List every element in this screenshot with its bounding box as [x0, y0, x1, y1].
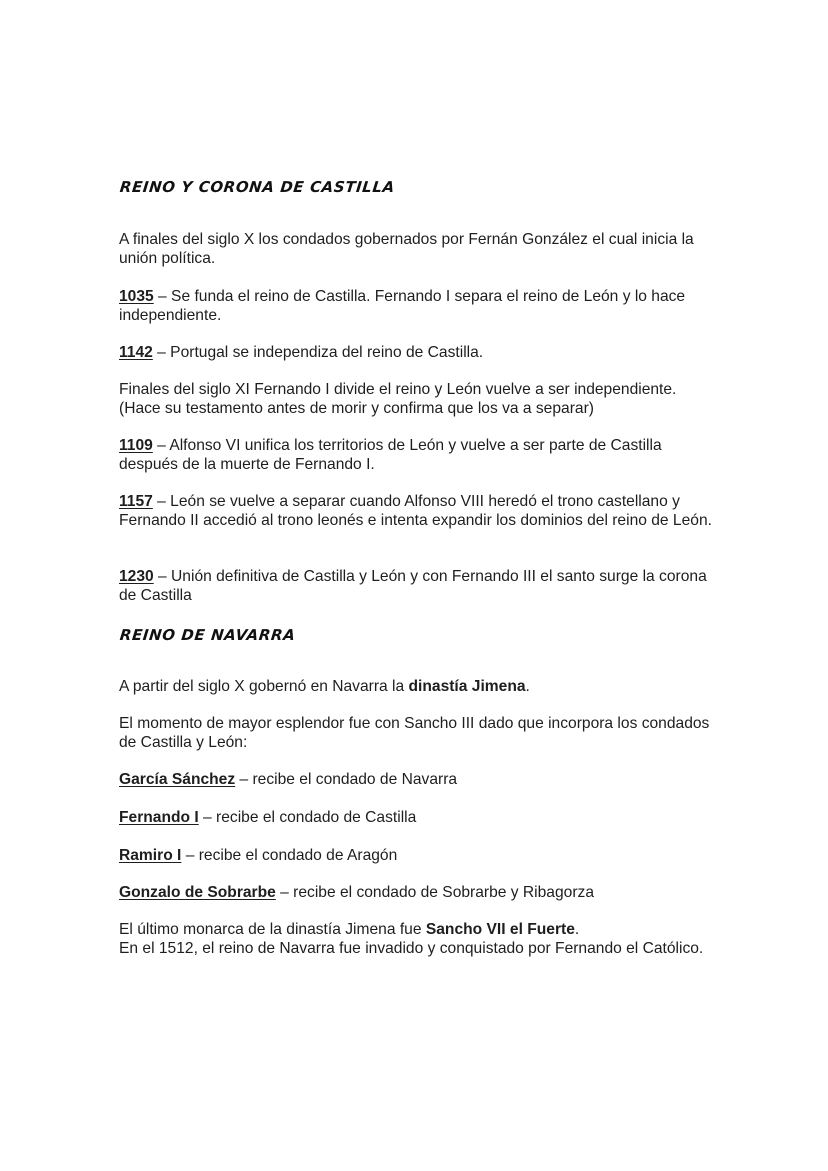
year-1035: 1035: [119, 288, 154, 305]
year-1142: 1142: [119, 344, 153, 361]
event-1230: [119, 567, 719, 605]
navarra-splendor: El momento de mayor esplendor fue con Sancho III dado que incorpora los condados de Castilla y León:: [119, 715, 710, 751]
heading-navarra: REINO DE NAVARRA: [119, 626, 297, 644]
heir-fernando-i: [119, 808, 719, 827]
heir-name: Fernando I: [119, 809, 199, 826]
heir-text: – recibe el condado de Navarra: [235, 771, 458, 788]
heir-text: – recibe el condado de Sobrarbe y Ribagorza: [275, 884, 594, 901]
year-1157: 1157: [119, 493, 153, 510]
last-monarch-post: .: [574, 921, 580, 938]
castilla-note: Finales del siglo XI Fernando I divide el reino y León vuelve a ser independiente. (Hace su testamento antes de morir y confirma que los va a separar): [119, 381, 677, 417]
navarra-intro-post: .: [525, 678, 530, 695]
sancho-vii: Sancho VII el Fuerte: [425, 921, 575, 938]
event-1035: [119, 287, 719, 325]
heir-name: Ramiro I: [119, 847, 182, 864]
heir-name: García Sánchez: [119, 771, 236, 788]
castilla-intro: A finales del siglo X los condados gobernados por Fernán González el cual inicia la unión política.: [119, 231, 694, 267]
event-1035-text: – Se funda el reino de Castilla. Fernando I separa el reino de León y lo hace independiente.: [119, 288, 686, 324]
navarra-last-monarch: [119, 920, 719, 939]
event-1230-text: – Unión definitiva de Castilla y León y con Fernando III el santo surge la corona de Castilla: [119, 568, 707, 604]
navarra-intro-pre: A partir del siglo X gobernó en Navarra la: [119, 678, 409, 695]
heir-gonzalo-de-sobrarbe: [119, 883, 719, 902]
last-monarch-pre: El último monarca de la dinastía Jimena fue: [119, 921, 426, 938]
event-1142: [119, 343, 719, 362]
event-1109-text: – Alfonso VI unifica los territorios de León y vuelve a ser parte de Castilla después de la muerte de Fernando I.: [119, 437, 662, 473]
navarra-conquest: En el 1512, el reino de Navarra fue invadido y conquistado por Fernando el Católico.: [119, 940, 704, 957]
year-1109: 1109: [119, 437, 153, 454]
dinastia-jimena: dinastía Jimena: [408, 678, 526, 695]
heir-garcia-sanchez: [119, 770, 719, 789]
navarra-intro: [119, 677, 719, 696]
year-1230: 1230: [119, 568, 154, 585]
heading-castilla: REINO Y CORONA DE CASTILLA: [119, 178, 396, 196]
event-1109: [119, 436, 719, 474]
heir-ramiro-i: [119, 846, 719, 865]
heir-text: – recibe el condado de Aragón: [181, 847, 398, 864]
event-1157-text: – León se vuelve a separar cuando Alfonso VIII heredó el trono castellano y Fernando II accedió al trono leonés e intenta expandir los dominios del reino de León.: [119, 493, 712, 529]
heir-text: – recibe el condado de Castilla: [198, 809, 417, 826]
heir-name: Gonzalo de Sobrarbe: [119, 884, 276, 901]
event-1142-text: – Portugal se independiza del reino de Castilla.: [152, 344, 484, 361]
event-1157: [119, 492, 719, 530]
